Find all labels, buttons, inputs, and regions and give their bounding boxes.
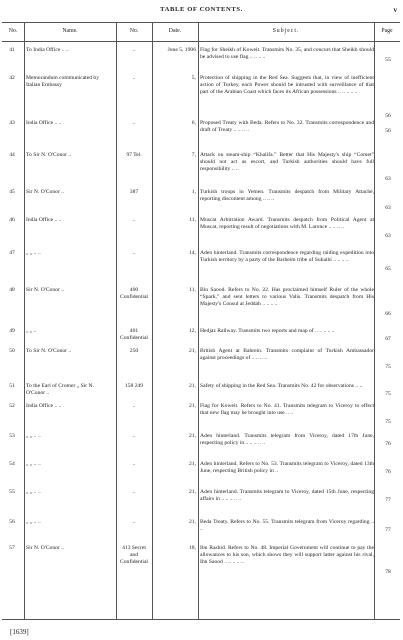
row-number: 44 (9, 152, 15, 158)
row-subject: Aden hinterland. Transmits telegram from Viceroy, dated 17th June, respecting policy in .. .. .. .. .. (200, 433, 374, 447)
row-page: 56 (385, 113, 391, 119)
row-name: To India Office .. .. (26, 47, 69, 53)
row-subject: British Agent at Bahrein. Transmits complaint of Turkish Ambassador against proceedings of .. .. .. .. (200, 348, 374, 362)
column-header-subject: Subject. (272, 28, 300, 34)
header-divider (2, 41, 400, 42)
row-subject: Protection of shipping in the Red Sea. Suggests that, in view of inefficient action of Turkey, each Power should be intrusted with surveillance of that part of the Arabian Coast which faces its African possessions .. .. .. .. .. (200, 75, 374, 96)
row-number: 49 (9, 328, 15, 334)
row-subject: Muscat Arbitration Award. Transmits despatch from Political Agent at Muscat, reporting result of negotiations with M. Laronce .. .. .. .. (200, 217, 374, 231)
row-name: „ „ .. .. (26, 461, 41, 467)
row-subject: Proposed Treaty with Beda. Refers to No. 32. Transmits correspondence and draft of Treaty .. .. .. .. (200, 120, 374, 134)
row-sub-number: .. (132, 433, 136, 439)
row-date: 21, (189, 433, 196, 439)
row-subject: Attack on steam-ship “Khalifa.” Better that His Majesty's ship “Comet” should not act as escort, and Turkish authorities should have full responsibility .. .. (200, 152, 374, 173)
column-header-sub-no: No. (129, 28, 139, 34)
row-sub-number: .. (132, 489, 136, 495)
row-number: 56 (9, 519, 15, 525)
row-name: „ „ .. (26, 328, 37, 334)
row-subject: Ibn Rashid. Refers to No. 48. Imperial Government will continue to pay the allowances to his son, which shows they will support latter against his rival, Ibn Saood .. .. .. .. .. (200, 545, 374, 566)
row-sub-number: .. (132, 47, 136, 53)
row-name: To Sir N. O'Conor .. (26, 152, 72, 158)
row-page: 76 (385, 441, 391, 447)
row-subject: Aden hinterland. Transmits correspondence regarding raiding expedition into Turkish territory by a party of the Barheim tribe of Subaihi .. .. .. .. (200, 250, 374, 264)
row-sub-number: .. (132, 461, 136, 467)
row-number: 42 (9, 75, 15, 81)
row-date: 12, (189, 328, 196, 334)
row-name: „ „ .. .. (26, 433, 41, 439)
row-date: 7, (191, 152, 196, 158)
row-sub-number: .. (132, 403, 136, 409)
column-divider (116, 23, 117, 619)
page-title: TABLE OF CONTENTS. (160, 6, 243, 13)
row-date: 21, (189, 403, 196, 409)
row-sub-number: .. (132, 250, 136, 256)
row-number: 51 (9, 383, 15, 389)
row-name: „ „ .. .. (26, 519, 41, 525)
column-divider (24, 23, 25, 619)
row-page: 63 (385, 205, 391, 211)
row-number: 45 (9, 189, 15, 195)
row-date: 21, (189, 461, 196, 467)
row-number: 47 (9, 250, 15, 256)
row-name: India Office .. .. (26, 403, 62, 409)
row-sub-number: 413 Secret and Confidential (120, 545, 148, 566)
row-name: „ „ .. .. (26, 250, 41, 256)
row-sub-number: .. (132, 120, 136, 126)
row-number: 46 (9, 217, 15, 223)
row-name: „ „ .. .. (26, 489, 41, 495)
row-subject: Aden hinterland. Refers to No. 53. Transmits telegram to Viceroy, dated 13th June, respecting British policy in .. (200, 461, 374, 475)
row-page: 67 (385, 336, 391, 342)
row-sub-number: .. (132, 75, 136, 81)
row-number: 57 (9, 545, 15, 551)
row-page: 75 (385, 419, 391, 425)
column-divider (198, 23, 199, 619)
row-subject: Turkish troops in Yemen. Transmits despatch from Military Attaché, reporting discontent among .. .. .. (200, 189, 374, 203)
row-number: 53 (9, 433, 15, 439)
row-name: India Office .. .. (26, 120, 62, 126)
page-header (0, 6, 403, 18)
row-date: 21, (189, 489, 196, 495)
row-sub-number: 250 (129, 348, 139, 354)
row-date: 21, (189, 519, 196, 525)
row-subject: Bin Saood. Refers to No. 22. Has proclaimed himself Ruler of the whole “Spark,” and sent letters to various Valis. Transmits despatch from His Majesty's Consul at Jeddah .. .. .. .. (200, 287, 374, 308)
row-sub-number: 97 Tel. (126, 152, 142, 158)
row-date: 21, (189, 348, 196, 354)
column-header-name: Name. (62, 28, 78, 34)
row-page: 65 (385, 266, 391, 272)
row-sub-number: 400 Confidential (120, 287, 148, 301)
page-marker: v (393, 6, 397, 14)
row-page: 63 (385, 233, 391, 239)
row-date: 6, (191, 120, 196, 126)
row-subject: Beda Treaty. Refers to No. 55. Transmits telegram from Viceroy regarding .. .. (200, 519, 374, 533)
row-number: 43 (9, 120, 15, 126)
row-page: 75 (385, 391, 391, 397)
row-name: Sir N. O'Conor .. (26, 287, 64, 293)
row-date: 1, (191, 189, 196, 195)
row-page: 77 (385, 497, 391, 503)
row-page: 78 (385, 569, 391, 575)
row-page: 63 (385, 176, 391, 182)
row-number: 52 (9, 403, 15, 409)
row-page: 56 (385, 128, 391, 134)
row-sub-number: .. (132, 217, 136, 223)
row-sub-number: 158 249 (124, 383, 144, 389)
row-number: 41 (9, 47, 15, 53)
row-subject: Flag for Koweit. Refers to No. 41. Transmits telegram to Viceroy to effect that new flag may be brought into use .. .. (200, 403, 374, 417)
row-number: 50 (9, 348, 15, 354)
row-name: To the Earl of Cromer „ Sir N. O'Conor .. (26, 383, 94, 397)
row-name: Sir N. O'Conor .. (26, 545, 64, 551)
row-subject: Safety of shipping in the Red Sea. Transmits No. 42 for observations .. .. (200, 383, 363, 389)
row-number: 55 (9, 489, 15, 495)
row-subject: Flag for Sheikh of Koweit. Transmits No. 35, and concurs that Sheikh should be advised to use flag .. .. .. .. (200, 47, 374, 61)
row-sub-number: .. (132, 519, 136, 525)
row-number: 48 (9, 287, 15, 293)
row-page: 55 (385, 57, 391, 63)
row-name: Memorandum communicated by Italian Embassy (26, 75, 100, 89)
column-header-date: Date. (168, 28, 182, 34)
row-name: Sir N. O'Conor .. (26, 189, 64, 195)
column-divider (374, 23, 375, 619)
row-subject: Hedjaz Railway. Transmits two reports and map of .. .. .. .. .. (200, 328, 335, 334)
row-sub-number: 387 (129, 189, 139, 195)
row-page: 76 (385, 469, 391, 475)
row-page: 77 (385, 527, 391, 533)
column-divider (152, 23, 153, 619)
row-date: 18, (189, 545, 196, 551)
contents-table (2, 22, 400, 620)
row-name: To Sir N. O'Conor .. (26, 348, 72, 354)
row-subject: Aden hinterland. Transmits telegram to Viceroy, dated 15th June, respecting affairs in .. .. .. .. .. (200, 489, 374, 503)
row-date: 11, (189, 287, 196, 293)
row-date: 21, (189, 383, 196, 389)
row-date: 11, (189, 217, 196, 223)
row-name: India Office .. .. (26, 217, 62, 223)
row-date: 5, (191, 75, 196, 81)
row-page: 75 (385, 364, 391, 370)
row-date: June 5, 1906 (167, 47, 196, 53)
row-page: 66 (385, 311, 391, 317)
footer-code: [1639] (10, 628, 29, 636)
column-header-page: Page (381, 28, 393, 34)
row-date: 14, (189, 250, 196, 256)
column-header-no: No. (8, 28, 18, 34)
row-number: 54 (9, 461, 15, 467)
row-sub-number: 401 Confidential (120, 328, 148, 342)
